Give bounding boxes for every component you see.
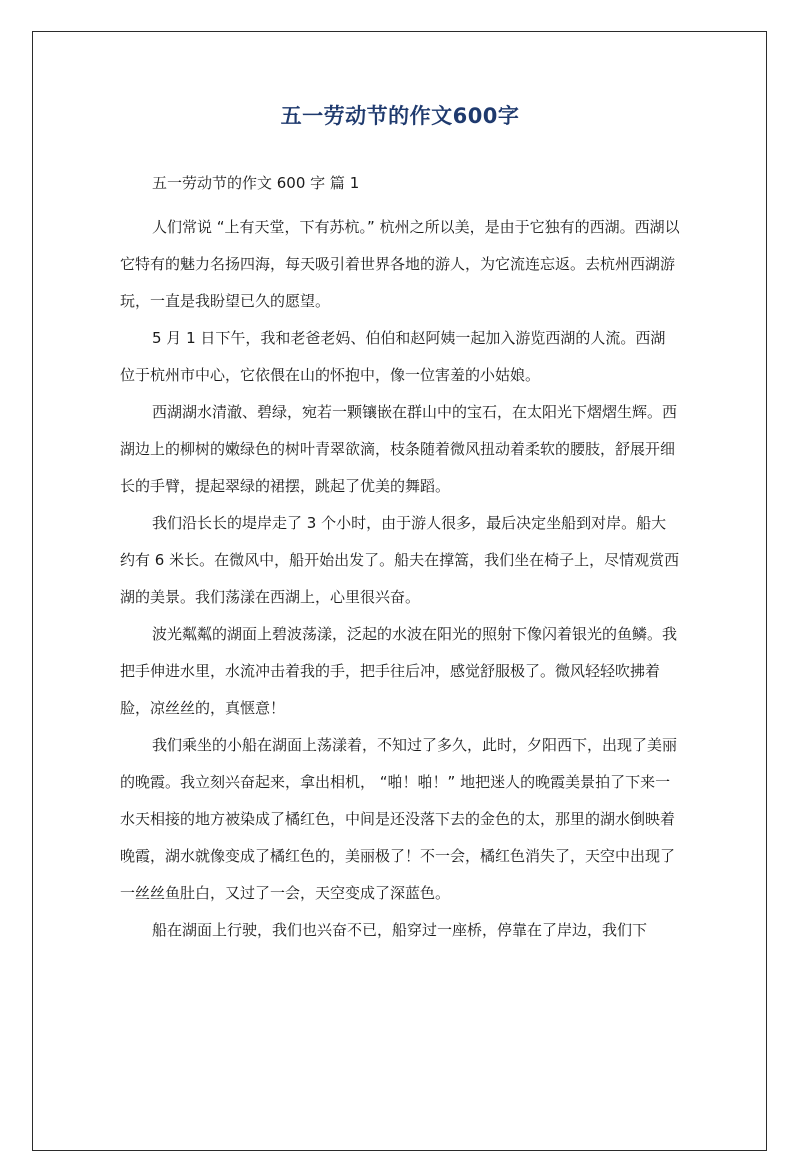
paragraph-6: 我们乘坐的小船在湖面上荡漾着，不知过了多久，此时，夕阳西下，出现了美丽的晚霞。我立刻兴奋起来，拿出相机， “啪！啪！” 地把迷人的晚霞美景拍了下来一水天相接的地方被染成了橘红色，中间是还没落下去的金色的太，那里的湖水倒映着晚霞，湖水就像变成了橘红色的，美丽极了！不一会，橘红色消失了，天空中出现了一丝丝鱼肚白，又过了一会，天空变成了深蓝色。 (120, 736, 678, 902)
paragraph-2: 5 月 1 日下午，我和老爸老妈、伯伯和赵阿姨一起加入游览西湖的人流。西湖位于杭州市中心，它依偎在山的怀抱中，像一位害羞的小姑娘。 (120, 329, 666, 384)
document-title: 五一劳动节的作文600字 (280, 104, 520, 128)
paragraph-3: 西湖湖水清澈、碧绿，宛若一颗镶嵌在群山中的宝石，在太阳光下熠熠生辉。西湖边上的柳树的嫩绿色的树叶青翠欲滴，枝条随着微风扭动着柔软的腰肢，舒展开细长的手臂，提起翠绿的裙摆，跳起了优美的舞蹈。 (120, 403, 678, 495)
essay-subtitle: 五一劳动节的作文 600 字 篇 1 (152, 174, 360, 192)
paragraph-4: 我们沿长长的堤岸走了 3 个小时，由于游人很多，最后决定坐船到对岸。船大约有 6 米长。在微风中，船开始出发了。船夫在撑篙，我们坐在椅子上，尽情观赏西湖的美景。我们荡漾在西湖上，心里很兴奋。 (120, 514, 680, 606)
paragraph-1: 人们常说 “上有天堂，下有苏杭。” 杭州之所以美，是由于它独有的西湖。西湖以它特有的魅力名扬四海，每天吸引着世界各地的游人，为它流连忘返。去杭州西湖游玩，一直是我盼望已久的愿望。 (120, 218, 680, 310)
paragraph-5: 波光粼粼的湖面上碧波荡漾，泛起的水波在阳光的照射下像闪着银光的鱼鳞。我把手伸进水里，水流冲击着我的手，把手往后冲，感觉舒服极了。微风轻轻吹拂着脸，凉丝丝的，真惬意！ (120, 625, 678, 717)
paragraph-7: 船在湖面上行驶，我们也兴奋不已，船穿过一座桥，停靠在了岸边，我们下 (152, 921, 648, 939)
document-body (120, 172, 680, 949)
